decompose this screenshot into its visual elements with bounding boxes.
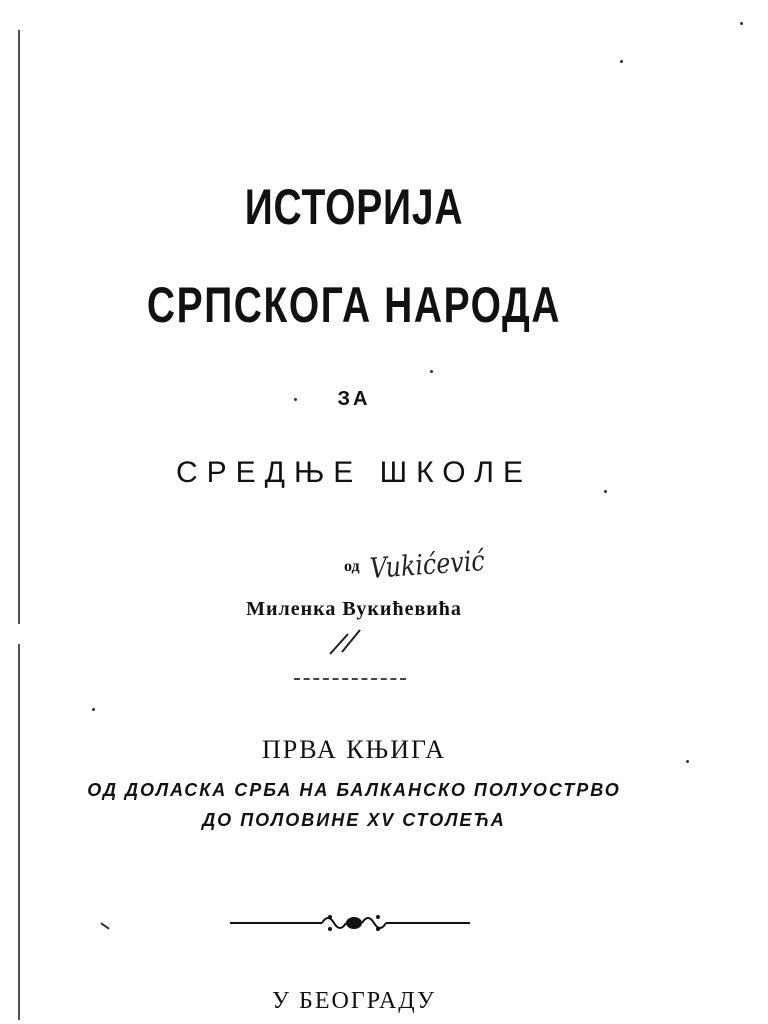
paper-speck bbox=[92, 708, 95, 711]
ornament-divider-icon bbox=[0, 908, 708, 938]
paper-speck bbox=[740, 22, 743, 25]
handwritten-note: Vukićević bbox=[368, 544, 486, 585]
paper-speck bbox=[294, 398, 297, 401]
book-number: ПРВА КЊИГА bbox=[262, 735, 446, 764]
schools-line: СРЕДЊЕ ШКОЛЕ bbox=[176, 456, 532, 489]
subtitle-line-1: ОД ДОЛАСКА СРБА НА БАЛКАНСКО ПОЛУОСТРВО bbox=[87, 780, 621, 800]
paper-speck bbox=[430, 370, 433, 373]
binding-edge-line bbox=[18, 30, 20, 1020]
for-word: ЗА bbox=[337, 388, 371, 410]
publication-place: У БЕОГРАДУ bbox=[272, 988, 436, 1014]
handwritten-mark-icon bbox=[326, 628, 366, 656]
dashed-divider bbox=[294, 678, 406, 680]
title-line-1: ИСТОРИЈА bbox=[244, 179, 464, 235]
paper-speck bbox=[604, 490, 607, 493]
author-name: Миленка Вукићевића bbox=[246, 598, 462, 620]
paper-speck bbox=[686, 760, 689, 763]
subtitle-line-2: ДО ПОЛОВИНЕ XV СТОЛЕЋА bbox=[202, 810, 506, 830]
title-line-2: СРПСКОГА НАРОДА bbox=[146, 277, 562, 333]
by-word: од bbox=[344, 558, 360, 575]
paper-speck bbox=[620, 60, 623, 63]
